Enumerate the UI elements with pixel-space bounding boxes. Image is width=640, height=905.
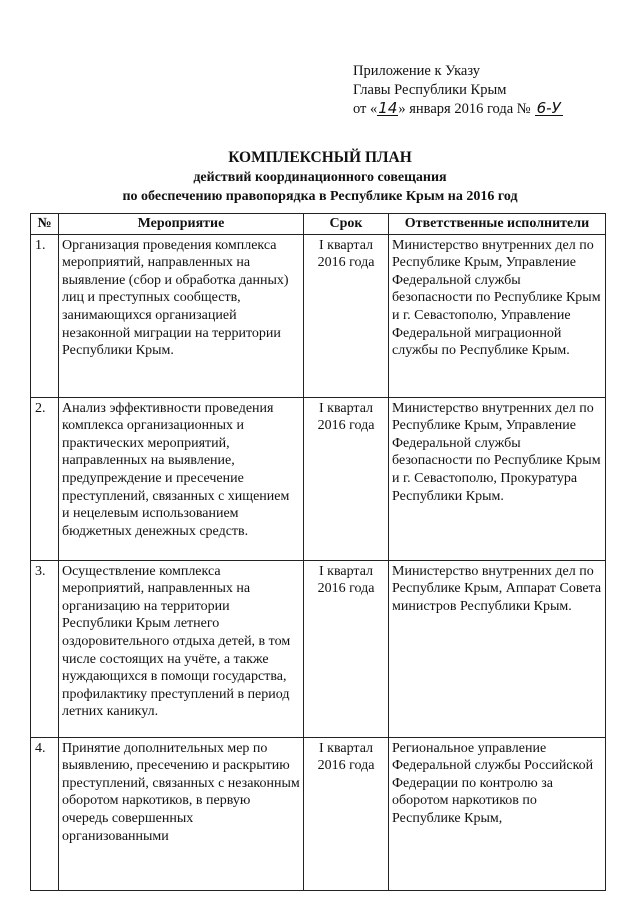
row-executors: Министерство внутренних дел по Республике Крым, Аппарат Совета министров Республики Крым. xyxy=(389,560,606,737)
appendix-header xyxy=(353,62,563,119)
row-event: Осуществление комплекса мероприятий, направленных на организацию на территории Республики Крым летнего оздоровительного отдыха детей, в том числе состоящих на учёте, а также нуждающихся в помощи государства, профилактику преступлений в период летних каникул. xyxy=(59,560,304,737)
row-num: 3. xyxy=(31,560,59,737)
row-term: I квартал 2016 года xyxy=(304,560,389,737)
table-row xyxy=(31,560,606,737)
row-event: Принятие дополнительных мер по выявлению, пресечению и раскрытию преступлений, связанных с незаконным оборотом наркотиков, в первую очередь совершенных организованными xyxy=(59,737,304,890)
row-executors: Министерство внутренних дел по Республике Крым, Управление Федеральной службы безопасности по Республике Крым и г. Севастополю, Управление Федеральной миграционной службы по Республике Крым. xyxy=(389,234,606,397)
row-term: I квартал 2016 года xyxy=(304,234,389,397)
table-row xyxy=(31,737,606,890)
table-header-row xyxy=(31,214,606,235)
header-event: Мероприятие xyxy=(59,214,304,235)
document-title xyxy=(0,148,640,206)
header-executors: Ответственные исполнители xyxy=(389,214,606,235)
row-num: 2. xyxy=(31,397,59,560)
plan-table xyxy=(30,213,606,891)
row-event: Организация проведения комплекса мероприятий, направленных на выявление (сбор и обработка данных) лиц и преступных сообществ, занимающихся организацией незаконной миграции на территории Республики Крым. xyxy=(59,234,304,397)
table-row xyxy=(31,234,606,397)
row-event: Анализ эффективности проведения комплекса организационных и практических мероприятий, направленных на выявление, предупреждение и пресечение преступлений, связанных с хищением и нецелевым использованием бюджетных денежных средств. xyxy=(59,397,304,560)
title-subtitle-2: по обеспечению правопорядка в Республике Крым на 2016 год xyxy=(122,189,518,204)
header-term: Срок xyxy=(304,214,389,235)
title-main: КОМПЛЕКСНЫЙ ПЛАН xyxy=(228,149,412,166)
table-row xyxy=(31,397,606,560)
row-executors: Министерство внутренних дел по Республике Крым, Управление Федеральной службы безопасности по Республике Крым и г. Севастополю, Прокуратура Республики Крым. xyxy=(389,397,606,560)
row-num: 4. xyxy=(31,737,59,890)
appendix-line-2: Главы Республики Крым xyxy=(353,82,507,98)
appendix-line-3 xyxy=(353,100,563,119)
appendix-line-1: Приложение к Указу xyxy=(353,63,481,79)
appendix-date-middle: » января 2016 года № xyxy=(398,101,531,117)
appendix-date-prefix: от « xyxy=(353,101,378,117)
title-subtitle: действий координационного совещания xyxy=(193,170,447,185)
row-num: 1. xyxy=(31,234,59,397)
handwritten-date-day: 14 xyxy=(378,99,398,117)
row-term: I квартал 2016 года xyxy=(304,737,389,890)
row-executors: Региональное управление Федеральной службы Российской Федерации по контролю за оборотом наркотиков по Республике Крым, xyxy=(389,737,606,890)
row-term: I квартал 2016 года xyxy=(304,397,389,560)
handwritten-decree-number: 6-У xyxy=(536,99,561,117)
header-num: № xyxy=(31,214,59,235)
